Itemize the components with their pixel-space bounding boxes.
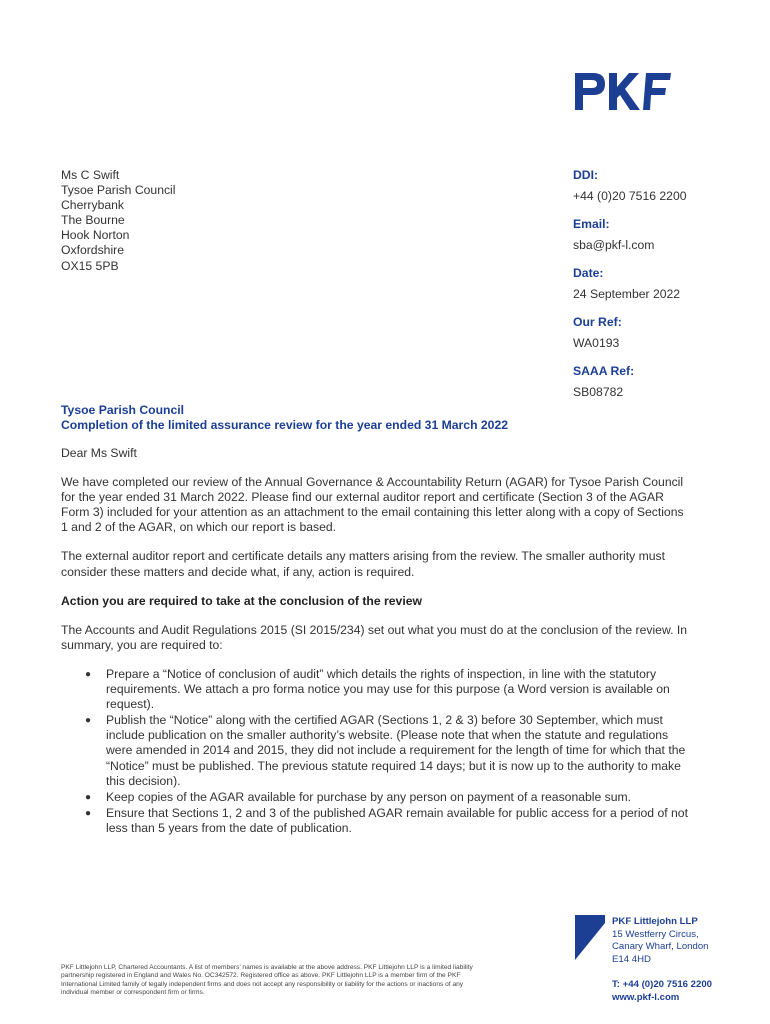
letter-subject bbox=[61, 403, 701, 433]
requirements-list bbox=[61, 667, 691, 836]
section-heading: Action you are required to take at the conclusion of the review bbox=[61, 593, 422, 608]
recipient-line: OX15 5PB bbox=[61, 258, 119, 273]
bullet-icon: ● bbox=[85, 668, 92, 680]
firm-address-line: E14 4HD bbox=[612, 953, 651, 965]
paragraph: The external auditor report and certificate details any matters arising from the review. The smaller authority must consider these matters and decide what, if any, action is required. bbox=[61, 549, 666, 579]
saaa-ref-label: SAAA Ref: bbox=[573, 364, 635, 378]
recipient-line: The Bourne bbox=[61, 213, 125, 228]
list-item bbox=[61, 806, 691, 836]
recipient-line: Tysoe Parish Council bbox=[61, 183, 176, 198]
our-ref-value: WA0193 bbox=[573, 336, 620, 350]
letter-meta bbox=[573, 168, 687, 413]
ddi-label: DDI: bbox=[573, 168, 599, 182]
paragraph: The Accounts and Audit Regulations 2015 (SI 2015/234) set out what you must do at the conclusion of the review. In summary, you are required to: bbox=[61, 622, 688, 652]
bullet-icon: ● bbox=[85, 715, 92, 727]
list-item-text: Keep copies of the AGAR available for purchase by any person on payment of a reasonable sum. bbox=[106, 789, 632, 804]
list-item-text: Prepare a “Notice of conclusion of audit” which details the rights of inspection, in line with the statutory requirements. We attach a pro forma notice you may use for this purpose (a Word version is available on request). bbox=[106, 666, 670, 712]
recipient-line: Ms C Swift bbox=[61, 168, 120, 182]
email-label: Email: bbox=[573, 217, 610, 231]
firm-website-link[interactable]: www.pkf-l.com bbox=[612, 991, 680, 1003]
date-label: Date: bbox=[573, 266, 604, 280]
firm-phone: T: +44 (0)20 7516 2200 bbox=[612, 979, 713, 991]
letter-body bbox=[61, 446, 691, 837]
our-ref-label: Our Ref: bbox=[573, 315, 622, 329]
list-item bbox=[61, 713, 691, 788]
corner-mark-icon bbox=[575, 915, 605, 960]
saaa-ref-value: SB08782 bbox=[573, 385, 624, 399]
recipient-line: Hook Norton bbox=[61, 228, 130, 243]
ddi-value: +44 (0)20 7516 2200 bbox=[573, 189, 687, 203]
paragraph: We have completed our review of the Annual Governance & Accountability Return (AGAR) for Tysoe Parish Council for the year ended 31 March 2022. Please find our external auditor report and certificate (Section 3 of the AGAR Form 3) included for your attention as an attachment to the email containing this letter along with a copy of Sections 1 and 2 of the AGAR, on which our report is based. bbox=[61, 475, 684, 535]
recipient-line: Cherrybank bbox=[61, 198, 124, 213]
bullet-icon: ● bbox=[85, 791, 92, 803]
list-item-text: Publish the “Notice” along with the certified AGAR (Sections 1, 2 & 3) before 30 September, which must include publication on the smaller authority’s website. (Please note that when the statute and regulations were amended in 2014 and 2015, they did not include a requirement for the length of time for which that the “Notice” must be published. The previous statute required 14 days; but it is now up to the authority to make this decision). bbox=[106, 713, 686, 788]
firm-address-line: 15 Westferry Circus, bbox=[612, 928, 699, 940]
footer-firm-details bbox=[612, 916, 712, 1005]
email-value: sba@pkf-l.com bbox=[573, 238, 655, 252]
list-item bbox=[61, 667, 691, 712]
recipient-address bbox=[61, 168, 175, 274]
bullet-icon: ● bbox=[85, 807, 92, 819]
recipient-line: Oxfordshire bbox=[61, 243, 124, 258]
firm-name: PKF Littlejohn LLP bbox=[612, 916, 698, 927]
pkf-logo-mark bbox=[573, 70, 673, 112]
footer-legal: PKF Littlejohn LLP, Chartered Accountants. A list of members’ names is available at the above address. PKF Littlejohn LLP is a limited liability partnership registered in England and Wales No. OC342572. Registered office as above. PKF Littlejohn LLP is a member firm of the PKF International Limited family of legally independent firms and does not accept any responsibility or liability for the actions or inactions of any individual member or correspondent firm or firms. bbox=[61, 964, 473, 997]
pkf-logo bbox=[573, 70, 673, 112]
date-value: 24 September 2022 bbox=[573, 287, 681, 301]
list-item bbox=[61, 790, 691, 805]
list-item-text: Ensure that Sections 1, 2 and 3 of the published AGAR remain available for public access for a period of not less than 5 years from the date of publication. bbox=[106, 805, 688, 835]
firm-address-line: Canary Wharf, London bbox=[612, 941, 709, 953]
subject-line-1: Tysoe Parish Council bbox=[61, 403, 185, 417]
salutation: Dear Ms Swift bbox=[61, 446, 137, 460]
subject-line-2: Completion of the limited assurance review for the year ended 31 March 2022 bbox=[61, 418, 509, 432]
